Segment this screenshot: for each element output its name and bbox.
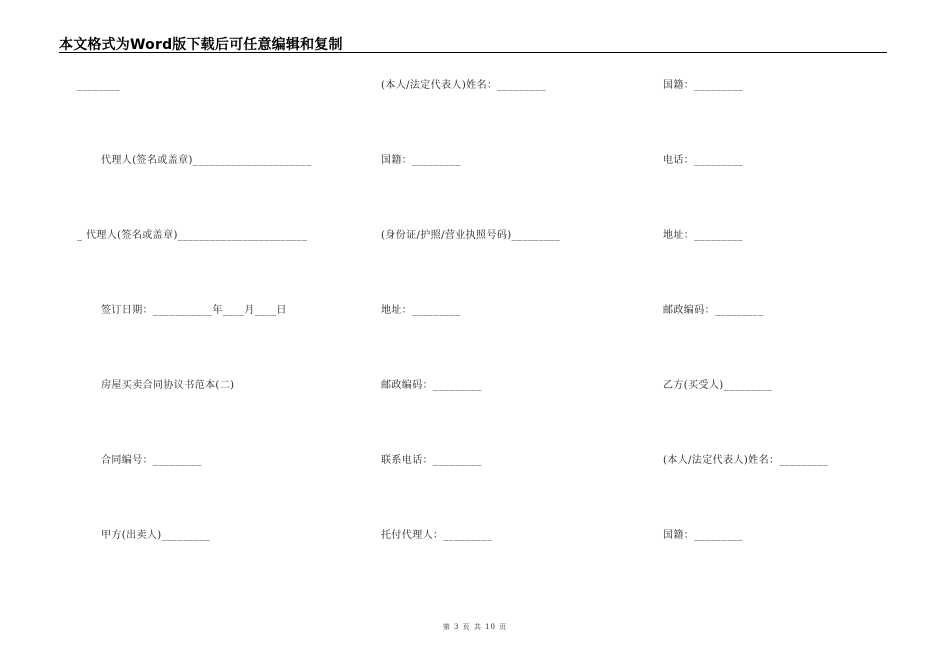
field-address: 地址：_________ <box>663 230 743 241</box>
field-agent-signature: _ 代理人(签名或盖章)________________________ <box>77 230 308 241</box>
section-heading: 房屋买卖合同协议书范本(二) <box>101 380 235 391</box>
field-signing-date: 签订日期：___________年____月____日 <box>101 305 287 316</box>
field-party-a-seller: 甲方(出卖人)_________ <box>101 530 211 541</box>
document-header-title: 本文格式为Word版下载后可任意编辑和复制 <box>59 37 343 53</box>
field-nationality: 国籍：_________ <box>663 80 743 91</box>
field-contract-number: 合同编号：_________ <box>101 455 202 466</box>
field-authorized-agent: 托付代理人：_________ <box>381 530 492 541</box>
page-number: 第 3 页 共 10 页 <box>442 623 508 631</box>
field-contact-phone: 联系电话：_________ <box>381 455 482 466</box>
field-postal-code: 邮政编码：_________ <box>381 380 482 391</box>
field-postal-code: 邮政编码：_________ <box>663 305 764 316</box>
field-agent-signature: 代理人(签名或盖章)______________________ <box>101 155 312 166</box>
field-principal-name: (本人/法定代表人)姓名：_________ <box>663 455 828 466</box>
field-nationality: 国籍：_________ <box>381 155 461 166</box>
field-id-number: (身份证/护照/营业执照号码)_________ <box>381 230 561 241</box>
field-principal-name: (本人/法定代表人)姓名：_________ <box>381 80 546 91</box>
field-party-b-buyer: 乙方(买受人)_________ <box>663 380 773 391</box>
field-address: 地址：_________ <box>381 305 461 316</box>
header-divider <box>59 52 887 53</box>
field-phone: 电话：_________ <box>663 155 743 166</box>
blank-line: ________ <box>77 80 121 91</box>
field-nationality: 国籍：_________ <box>663 530 743 541</box>
